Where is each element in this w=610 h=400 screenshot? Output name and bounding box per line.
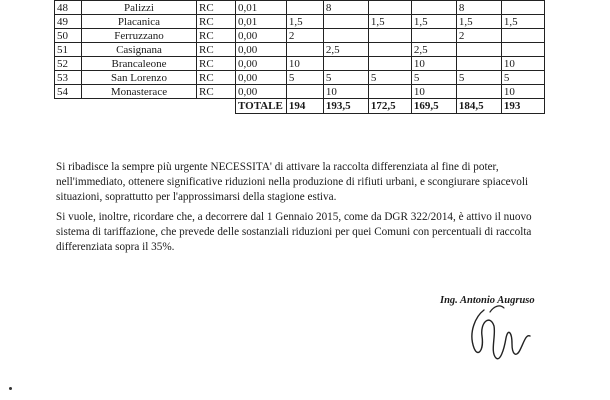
cell-comune: Casignana <box>82 43 197 57</box>
cell-prov: RC <box>197 15 236 29</box>
cell-num: 54 <box>55 85 82 99</box>
cell-c4: 10 <box>411 85 456 99</box>
table-row <box>55 43 545 57</box>
cell-c3: 1,5 <box>368 15 411 29</box>
paragraph-line: differenziata sopra il 35%. <box>56 241 175 253</box>
cell-val: 0,00 <box>236 29 287 43</box>
total-c3: 172,5 <box>368 99 411 114</box>
table-row <box>55 57 545 71</box>
total-c5: 184,5 <box>456 99 501 114</box>
cell-val: 0,00 <box>236 43 287 57</box>
total-c4: 169,5 <box>411 99 456 114</box>
cell-c6: 5 <box>501 71 544 85</box>
cell-comune: Monasterace <box>82 85 197 99</box>
cell-comune: San Lorenzo <box>82 71 197 85</box>
cell-c1 <box>286 1 323 15</box>
cell-c6: 10 <box>501 57 544 71</box>
cell-val: 0,00 <box>236 57 287 71</box>
cell-c4 <box>411 29 456 43</box>
cell-num: 50 <box>55 29 82 43</box>
scan-mark <box>9 387 12 390</box>
cell-c4: 1,5 <box>411 15 456 29</box>
cell-c1: 10 <box>286 57 323 71</box>
cell-c2: 8 <box>323 1 368 15</box>
cell-c5: 5 <box>456 71 501 85</box>
total-row <box>55 99 545 114</box>
cell-c1: 1,5 <box>286 15 323 29</box>
cell-c1 <box>286 43 323 57</box>
cell-c2: 10 <box>323 85 368 99</box>
cell-num: 48 <box>55 1 82 15</box>
table-row <box>55 29 545 43</box>
paragraph-urgency <box>56 160 556 205</box>
cell-c2 <box>323 57 368 71</box>
cell-c3: 5 <box>368 71 411 85</box>
paragraph-line: Si vuole, inoltre, ricordare che, a decorrere dal 1 Gennaio 2015, come da DGR 322/2014, è attivo il nuovo <box>56 211 532 223</box>
cell-c3 <box>368 43 411 57</box>
cell-prov: RC <box>197 43 236 57</box>
paragraph-tariff <box>56 210 556 255</box>
cell-prov: RC <box>197 71 236 85</box>
cell-prov: RC <box>197 57 236 71</box>
cell-comune: Palizzi <box>82 1 197 15</box>
cell-c3 <box>368 57 411 71</box>
table-row <box>55 1 545 15</box>
cell-c6: 10 <box>501 85 544 99</box>
cell-c2 <box>323 15 368 29</box>
cell-c2: 2,5 <box>323 43 368 57</box>
total-c1: 194 <box>286 99 323 114</box>
cell-c2: 5 <box>323 71 368 85</box>
cell-c3 <box>368 1 411 15</box>
total-label: TOTALE <box>236 99 287 114</box>
total-c6: 193 <box>501 99 544 114</box>
cell-c6 <box>501 43 544 57</box>
cell-c6: 1,5 <box>501 15 544 29</box>
cell-c3 <box>368 29 411 43</box>
cell-c4: 5 <box>411 71 456 85</box>
cell-val: 0,00 <box>236 71 287 85</box>
cell-num: 49 <box>55 15 82 29</box>
table-row <box>55 15 545 29</box>
cell-c4: 10 <box>411 57 456 71</box>
cell-num: 52 <box>55 57 82 71</box>
comuni-table <box>54 0 545 114</box>
cell-num: 53 <box>55 71 82 85</box>
cell-c6 <box>501 29 544 43</box>
cell-c4 <box>411 1 456 15</box>
paragraph-line: nell'immediato, ottenere significative riduzioni nella produzione di rifiuti urbani, e scongiurare spiacevoli <box>56 176 529 188</box>
cell-c5: 8 <box>456 1 501 15</box>
cell-c1: 2 <box>286 29 323 43</box>
table-row <box>55 71 545 85</box>
cell-c1 <box>286 85 323 99</box>
cell-comune: Placanica <box>82 15 197 29</box>
cell-comune: Brancaleone <box>82 57 197 71</box>
cell-c5: 2 <box>456 29 501 43</box>
cell-c2 <box>323 29 368 43</box>
cell-val: 0,01 <box>236 15 287 29</box>
cell-c6 <box>501 1 544 15</box>
cell-c4: 2,5 <box>411 43 456 57</box>
cell-c5: 1,5 <box>456 15 501 29</box>
cell-prov: RC <box>197 1 236 15</box>
cell-c3 <box>368 85 411 99</box>
cell-val: 0,00 <box>236 85 287 99</box>
cell-num: 51 <box>55 43 82 57</box>
paragraph-line: Si ribadisce la sempre più urgente NECESSITA' di attivare la raccolta differenziata al fine di poter, <box>56 161 499 173</box>
handwritten-signature <box>460 292 540 367</box>
cell-c5 <box>456 85 501 99</box>
cell-prov: RC <box>197 85 236 99</box>
cell-c1: 5 <box>286 71 323 85</box>
total-c2: 193,5 <box>323 99 368 114</box>
cell-comune: Ferruzzano <box>82 29 197 43</box>
signature-name: Ing. Antonio Augruso <box>440 295 535 306</box>
paragraph-line: sistema di tariffazione, che prevede delle sostanziali riduzioni per quei Comuni con percentuali di raccolta <box>56 226 532 238</box>
cell-c5 <box>456 57 501 71</box>
table-row <box>55 85 545 99</box>
total-spacer <box>55 99 236 114</box>
cell-val: 0,01 <box>236 1 287 15</box>
cell-prov: RC <box>197 29 236 43</box>
paragraph-line: situazioni, soprattutto per l'approssimarsi della stagione estiva. <box>56 191 337 203</box>
cell-c5 <box>456 43 501 57</box>
